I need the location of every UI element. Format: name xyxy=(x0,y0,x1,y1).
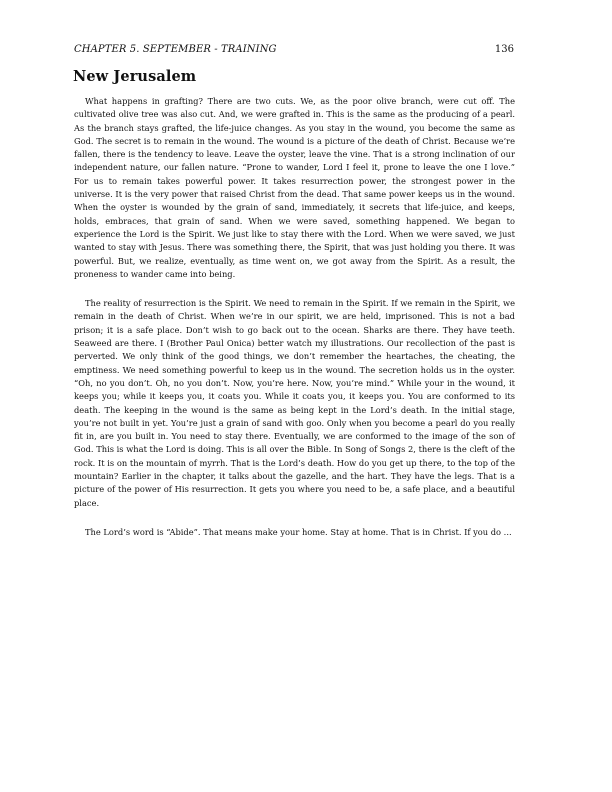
chapter-heading: CHAPTER 5. SEPTEMBER - TRAINING xyxy=(74,44,277,55)
paragraph: The Lord’s word is “Abide”. That means make your home. Stay at home. That is in Christ. If you do ... xyxy=(85,526,512,537)
paragraph: What happens in grafting? There are two cuts. We, as the poor olive branch, were cut off. The cultivated olive tree was also cut. And, we were grafted in. This is the same as the producing of a pearl. As the branch stays grafted, the life-juice changes. As you stay in the wound, you become the same as God. The secret is to remain in the wound. The wound is a picture of the death of Christ. Because we’re fallen, there is the tendency to leave. Leave the oyster, leave the vine. That is a strong inclination of our independent nature, our fallen nature. “Prone to wander, Lord I feel it, prone to leave the one I love.” For us to remain takes powerful power. It takes resurrection power, the strongest power in the universe. It is the very power that raised Christ from the dead. That same power keeps us in the wound. When the oyster is wounded by the grain of sand, immediately, it secrets that life-juice, and keeps, holds, embraces, that grain of sand. When we were saved, something happened. We began to experience the Lord is the Spirit. We just like to stay there with the Lord. When we were saved, we just wanted to stay with Jesus. There was something there, the Spirit, that was just holding you there. It was powerful. But, we realize, eventually, as time went on, we got away from the Spirit. As a result, the proneness to wander came into being. xyxy=(74,96,515,279)
section-title: New Jerusalem xyxy=(73,68,197,85)
running-head xyxy=(74,44,514,58)
body-text xyxy=(74,95,515,555)
page-number: 136 xyxy=(494,44,514,55)
paragraph: The reality of resurrection is the Spirit. We need to remain in the Spirit. If we remain in the Spirit, we remain in the death of Christ. When we’re in our spirit, we are held, imprisoned. This is not a bad prison; it is a safe place. Don’t wish to go back out to the ocean. Sharks are there. They have teeth. Seaweed are there. I (Brother Paul Onica) better watch my illustrations. Our recollection of the past is perverted. We only think of the good things, we don’t remember the heartaches, the cheating, the emptiness. We need something powerful to keep us in the wound. The secretion holds us in the oyster. “Oh, no you don’t. Oh, no you don’t. Now, you’re here. Now, you’re mind.” While your in the wound, it keeps you; while it keeps you, it coats you. While it coats you, it keeps you. You are conformed to its death. The keeping in the wound is the same as being kept in the Lord’s death. In the initial stage, you’re not built in yet. You’re just a grain of sand with goo. Only when you become a pearl do you really fit in, are you built in. You need to stay there. Eventually, we are conformed to the image of the son of God. This is what the Lord is doing. This is all over the Bible. In Song of Songs 2, there is the cleft of the rock. It is on the mountain of myrrh. That is the Lord’s death. How do you get up there, to the top of the mountain? Earlier in the chapter, it talks about the gazelle, and the hart. They have the legs. That is a picture of the power of His resurrection. It gets you where you need to be, a safe place, and a beautiful place. xyxy=(74,298,515,508)
